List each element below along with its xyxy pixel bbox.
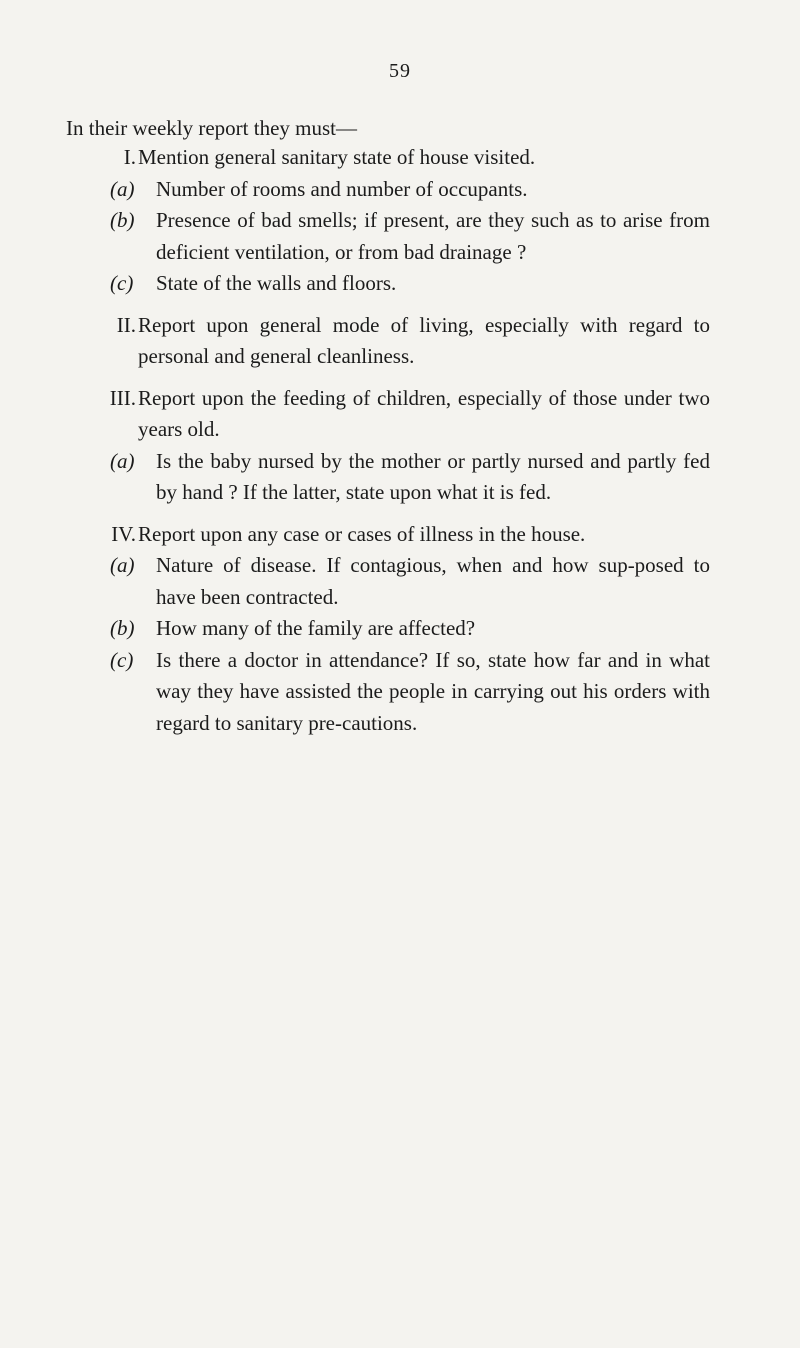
- subitem-label: (c): [110, 271, 134, 295]
- section-heading: [0, 383, 710, 446]
- section-text: Report upon general mode of living, especially with regard to personal and general cleanliness.: [138, 312, 710, 368]
- report-sections: [0, 142, 800, 739]
- subitem: [0, 613, 710, 645]
- subitem: [0, 446, 710, 509]
- subitem-text: Nature of disease. If contagious, when and how sup-posed to have been contracted.: [156, 553, 710, 609]
- subitem-label: (a): [110, 176, 135, 201]
- section-number: I.: [123, 145, 136, 169]
- section-text: Mention general sanitary state of house visited.: [138, 145, 536, 169]
- section-1: [0, 142, 800, 300]
- subitem: [0, 205, 710, 268]
- subitem-label: (a): [110, 553, 135, 577]
- page-number: 59: [389, 60, 411, 82]
- subitem-text: Is there a doctor in attendance? If so, state how far and in what way they have assisted the people in carrying out his orders with regard to sanitary pre-cautions.: [156, 647, 710, 735]
- subitem: [0, 174, 710, 206]
- subitem-text: Presence of bad smells; if present, are they such as to arise from deficient ventilation, or from bad drainage ?: [156, 208, 710, 264]
- section-text: Report upon any case or cases of illness in the house.: [138, 521, 586, 546]
- section-number: III.: [109, 385, 136, 410]
- section-3: [0, 383, 800, 509]
- section-number: II.: [116, 312, 136, 337]
- subitem: [0, 645, 710, 740]
- section-text: Report upon the feeding of children, especially of those under two years old.: [138, 385, 710, 441]
- subitem-text: Number of rooms and number of occupants.: [156, 176, 528, 201]
- subitem-text: State of the walls and floors.: [156, 271, 397, 295]
- subitem-label: (a): [110, 448, 135, 473]
- subitem-text: How many of the family are affected?: [156, 616, 476, 640]
- subitem-label: (c): [110, 647, 134, 672]
- section-2: [0, 310, 800, 373]
- intro-line: In their weekly report they must—: [66, 116, 358, 140]
- section-heading: [0, 142, 710, 174]
- subitem-label: (b): [110, 616, 135, 640]
- section-heading: [0, 519, 710, 551]
- subitem: [0, 550, 710, 613]
- subitem-text: Is the baby nursed by the mother or partly nursed and partly fed by hand ? If the latter, state upon what it is fed.: [156, 448, 710, 504]
- section-number: IV.: [111, 521, 136, 546]
- subitem: [0, 268, 710, 300]
- section-4: [0, 519, 800, 740]
- subitem-label: (b): [110, 208, 135, 232]
- section-heading: [0, 310, 710, 373]
